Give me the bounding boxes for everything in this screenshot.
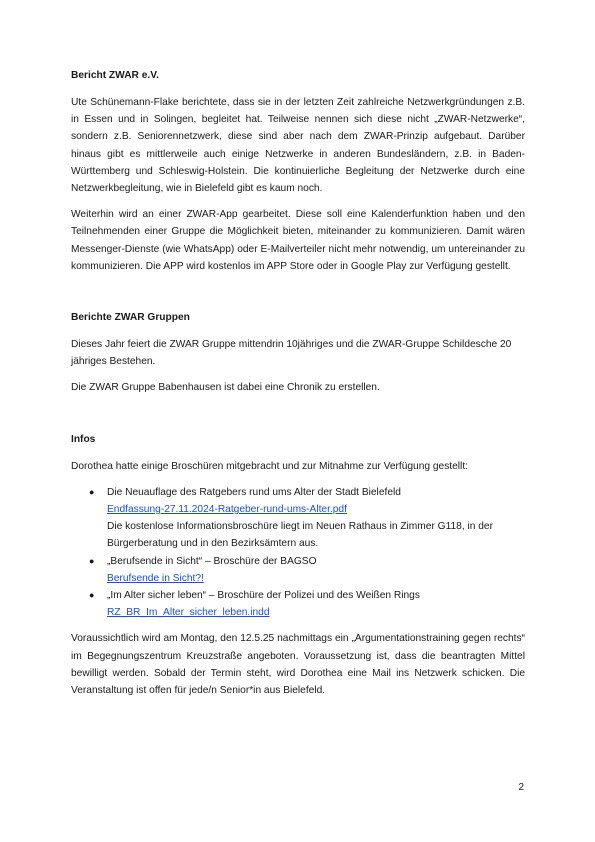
paragraph-netzwerkgruendungen: Ute Schünemann-Flake berichtete, dass sie in der letzten Zeit zahlreiche Netzwerkgründungen z.B. in Essen und in Solingen, begleitet hat. Teilweise nennen sich diese nicht „ZWAR-Netzwerke“, sondern z.B. Seniorennetzwerk, diese sind aber nach dem ZWAR-Prinzip aufgebaut. Darüber hinaus gibt es mittlerweile auch einige Netzwerke in anderen Bundesländern, z.B. in Baden-Württemberg und Schleswig-Holstein. Die kontinuierliche Begleitung der Netzwerke durch eine Netzwerkbegleitung, wie in Bielefeld gibt es kaum noch.	[71, 97, 525, 195]
paragraph-zwar-app: Weiterhin wird an einer ZWAR-App gearbeitet. Diese soll eine Kalenderfunktion haben und den Teilnehmenden einer Gruppe die Möglichkeit bieten, miteinander zu kommunizieren. Damit wären Messenger-Dienste (wie WhatsApp) oder E-Mailverteiler nicht mehr notwendig, um untereinander zu kommunizieren. Die APP wird kostenlos im APP Store oder in Google Play zur Verfügung gestellt.	[71, 209, 525, 272]
bullet-icon: ●	[89, 555, 95, 566]
section-heading-zwar-gruppen: Berichte ZWAR Gruppen	[71, 312, 190, 324]
brochure-title: Die Neuauflage des Ratgebers rund ums Alter der Stadt Bielefeld	[107, 486, 401, 498]
brochure-list	[71, 484, 525, 622]
page-number: 2	[518, 782, 524, 793]
brochure-link[interactable]: RZ_BR_Im_Alter_sicher_leben.indd	[107, 607, 270, 619]
brochure-link[interactable]: Endfassung-27.11.2024-Ratgeber-rund-ums-Alter.pdf	[107, 504, 347, 516]
brochure-note: Die kostenlose Informationsbroschüre liegt im Neuen Rathaus in Zimmer G118, in der Bürgerberatung und in den Bezirksämtern aus.	[107, 521, 493, 550]
brochure-link[interactable]: Berufsende in Sicht?!	[107, 572, 204, 584]
list-item	[71, 587, 525, 621]
list-item	[71, 484, 525, 553]
paragraph-argumentationstraining: Voraussichtlich wird am Montag, den 12.5.25 nachmittags ein „Argumentationstraining gegen rechts“ im Begegnungszentrum Kreuzstraße angeboten. Voraussetzung ist, dass die beantragten Mittel bewilligt werden. Sobald der Termin steht, wird Dorothea eine Mail ins Netzwerk schicken. Die Veranstaltung ist offen für jede/n Senior*in aus Bielefeld.	[71, 633, 525, 697]
paragraph-jubilaeen: Dieses Jahr feiert die ZWAR Gruppe mittendrin 10jähriges und die ZWAR-Gruppe Schildesche 20 jähriges Bestehen.	[71, 339, 512, 368]
paragraph-broschueren-intro: Dorothea hatte einige Broschüren mitgebracht und zur Mitnahme zur Verfügung gestellt:	[71, 460, 468, 472]
list-item	[71, 553, 525, 587]
section-heading-infos: Infos	[71, 433, 96, 445]
bullet-icon: ●	[89, 590, 95, 601]
section-heading-zwar-ev: Bericht ZWAR e.V.	[71, 70, 159, 81]
brochure-title: „Im Alter sicher leben“ – Broschüre der Polizei und des Weißen Rings	[107, 590, 420, 602]
bullet-icon: ●	[89, 486, 95, 497]
paragraph-chronik: Die ZWAR Gruppe Babenhausen ist dabei eine Chronik zu erstellen.	[71, 382, 380, 394]
brochure-title: „Berufsende in Sicht“ – Broschüre der BAGSO	[107, 555, 317, 567]
page-content	[71, 67, 525, 699]
